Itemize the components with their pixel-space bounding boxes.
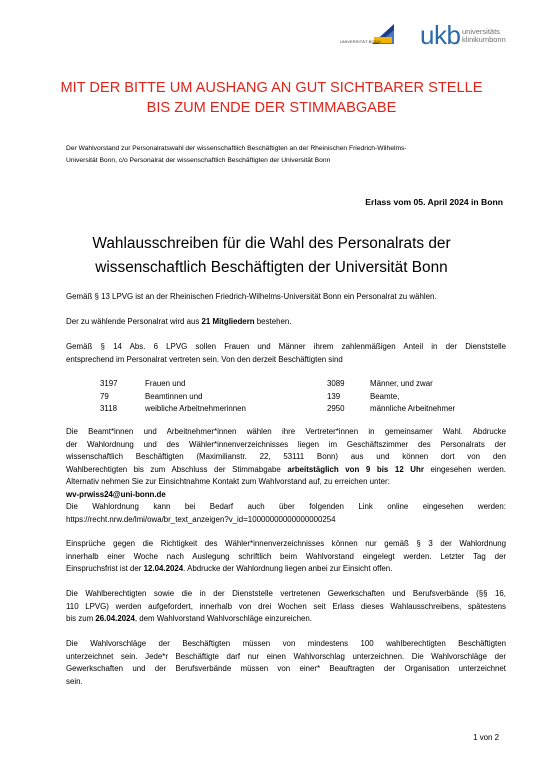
intro-line-2: Universität Bonn, c/o Personalrat der wissenschaftlich Beschäftigten der Universität Bonn — [66, 157, 331, 164]
paragraph-6-line-1: Die Wahlberechtigten sowie die in der Dienststelle vertretenen Gewerkschaften und Berufsverbände (§§ 16, — [66, 589, 506, 598]
paragraph-3-line-1: Gemäß § 14 Abs. 6 LPVG sollen Frauen und Männer ihrem zahlenmäßigen Anteil in der Dienststelle — [66, 342, 506, 351]
notice-line-2: BIS ZUM ENDE DER STIMMABGABE — [146, 100, 397, 116]
paragraph-1: Gemäß § 13 LPVG ist an der Rheinischen Friedrich-Wilhelms-Universität Bonn ein Personalrat zu wählen. — [66, 292, 437, 301]
paragraph-6-line-2: 110 LPVG) werden aufgefordert, innerhalb von drei Wochen seit Erlass dieses Wahlausschreibens, spätestens — [66, 601, 506, 611]
paragraph-4-line-5: Alternativ nehmen Sie zur Einsichtnahme Kontakt zum Wahlvorstand auf, zu erreichen unter: — [66, 477, 390, 486]
paragraph-6-line-3: bis zum 26.04.2024, dem Wahlvorstand Wahlvorschläge einzureichen. — [66, 614, 312, 623]
paragraph-7-line-4: sein. — [66, 676, 83, 686]
paragraph-5-line-1: Einsprüche gegen die Richtigkeit des Wähler*innenverzeichnisses können nur gemäß § 3 der Wahlordnung — [66, 539, 506, 548]
paragraph-5-line-3: Einspruchsfrist ist der 12.04.2024. Abdrucke der Wahlordnung liegen anbei zur Einsicht offen. — [66, 564, 393, 573]
document-title-line-1: Wahlausschreiben für die Wahl des Personalrats der — [92, 235, 451, 252]
university-logo-icon — [368, 22, 398, 48]
notice-line-1: MIT DER BITTE UM AUSHANG AN GUT SICHTBARER STELLE — [60, 80, 483, 96]
university-logo-text: UNIVERSITÄT BONN — [340, 39, 381, 44]
document-title-line-2: wissenschaftlich Beschäftigten der Universität Bonn — [95, 259, 448, 276]
wahlordnung-link[interactable]: https://recht.nrw.de/lmi/owa/br_text_anzeigen?v_id=10000000000000000254 — [66, 514, 336, 524]
erlass-date: Erlass vom 05. April 2024 in Bonn — [365, 197, 503, 207]
intro-line-1: Der Wahlvorstand zur Personalratswahl der wissenschaftlich Beschäftigten an der Rheinischen Friedrich-Wilhelms- — [66, 145, 407, 152]
paragraph-7-line-3: Gewerkschaften und der Berufsverbände müssen von einer* Beauftragten der Organisation unterzeichnet — [66, 664, 506, 673]
paragraph-5-line-2: innerhalb einer Woche nach Auslegung schriftlich beim Wahlvorstand eingelegt werden. Letzter Tag der — [66, 551, 506, 561]
paragraph-2: Der zu wählende Personalrat wird aus 21 Mitgliedern bestehen. — [66, 317, 292, 326]
page-number: 1 von 2 — [473, 733, 499, 742]
document-page: UNIVERSITÄT BONN ukb universitäts klinikumbonn MIT DER BITTE UM AUSHANG AN GUT SICHTBARER STELLE BIS ZUM ENDE DER STIMMABGABE Der Wahlvorstand zur Personalratswahl der wissenschaftlich Beschäftigten an der Rheinischen Friedrich-Wilhelms- Universität Bonn, c/o Personalrat der wissenschaftlich Beschäftigten der Universität Bonn Erlass vom 05. April 2024 in Bonn Wahlausschreiben für die Wahl des Personalrats der wissenschaftlich Beschäftigten der Universität Bonn Gemäß § 13 LPVG ist an der Rheinischen Friedrich-Wilhelms-Universität Bonn ein Personalrat zu wählen. Der zu wählende Personalrat wird aus 21 Mitgliedern bestehen. Gemäß § 14 Abs. 6 LPVG sollen Frauen und Männer ihrem zahlenmäßigen Anteil in der Dienststelle entsprechend im Personalrat vertreten sein. Von den derzeit Beschäftigten sind 3197 Frauen und 3089 Männer, und zwar 79 Beamtinnen und 139 Beamte, 3118 weibliche Arbeitnehmerinnen 2950 männliche Arbeitnehmer Die Beamt*innen und Arbeitnehmer*innen wählen ihre Vertreter*innen in gemeinsamer Wahl. Abdrucke der Wahlordnung und des Wähler*innenverzeichnisses liegen im Geschäftszimmer des Personalrats der wissenschaftlich Beschäftigten (Maximilianstr. 22, 53111 Bonn) aus und können dort von den Wahlberechtigten bis zum Abschluss der Stimmabgabe arbeitstäglich von 9 bis 12 Uhr eingesehen werden. Alternativ nehmen Sie zur Einsichtnahme Kontakt zum Wahlvorstand auf, zu erreichen unter: wv-prwiss24@uni-bonn.de Die Wahlordnung kann bei Bedarf auch über folgenden Link online eingesehen werden: https://recht.nrw.de/lmi/owa/br_text_anzeigen?v_id=10000000000000000254 Einsprüche gegen die Richtigkeit des Wähler*innenverzeichnisses können nur gemäß § 3 der Wahlordnung innerhalb einer Woche nach Auslegung schriftlich beim Wahlvorstand eingelegt werden. Letzter Tag der Einspruchsfrist ist der 12.04.2024. Abdrucke der Wahlordnung liegen anbei zur Einsicht offen. Die Wahlberechtigten sowie die in der Dienststelle vertretenen Gewerkschaften und Berufsverbände (§§ 16, 110 LPVG) werden aufgefordert, innerhalb von drei Wochen seit Erlass dieses Wahlausschreibens, spätestens bis zum 26.04.2024, dem Wahlvorstand Wahlvorschläge einzureichen. Die Wahlvorschläge der Beschäftigten müssen von mindestens 100 wahlberechtigten Beschäftigten unterzeichnet sein. Jede*r Beschäftigte darf nur einen Wahlvorschlag unterzeichnen. Die Wahlvorschläge der Gewerkschaften und der Berufsverbände müssen von einer* Beauftragten der Organisation unterzeichnet sein. 1 von 2 — [0, 0, 543, 768]
paragraph-4-line-2: der Wahlordnung und des Wähler*innenverzeichnisses liegen im Geschäftszimmer des Personalrats der — [66, 439, 506, 449]
paragraph-4-line-1: Die Beamt*innen und Arbeitnehmer*innen wählen ihre Vertreter*innen in gemeinsamer Wahl. Abdrucke — [66, 427, 506, 436]
paragraph-4-line-4: Wahlberechtigten bis zum Abschluss der Stimmabgabe arbeitstäglich von 9 bis 12 Uhr eingesehen werden. — [66, 464, 506, 474]
paragraph-3-line-2: entsprechend im Personalrat vertreten sein. Von den derzeit Beschäftigten sind — [66, 354, 343, 364]
paragraph-7-line-2: unterzeichnet sein. Jede*r Beschäftigte darf nur einen Wahlvorschlag unterzeichnen. Die Wahlvorschläge der — [66, 651, 506, 661]
ukb-logo: ukb — [420, 20, 461, 50]
ukb-logo-subtitle: universitäts klinikumbonn — [462, 27, 506, 44]
contact-email-link[interactable]: wv-prwiss24@uni-bonn.de — [66, 489, 166, 499]
paragraph-7-line-1: Die Wahlvorschläge der Beschäftigten müssen von mindestens 100 wahlberechtigten Beschäftigten — [66, 639, 506, 648]
paragraph-4-line-3: wissenschaftlich Beschäftigten (Maximilianstr. 22, 53111 Bonn) aus und können dort von den — [66, 452, 506, 461]
paragraph-4-line-7: Die Wahlordnung kann bei Bedarf auch über folgenden Link online eingesehen werden: — [66, 502, 506, 511]
